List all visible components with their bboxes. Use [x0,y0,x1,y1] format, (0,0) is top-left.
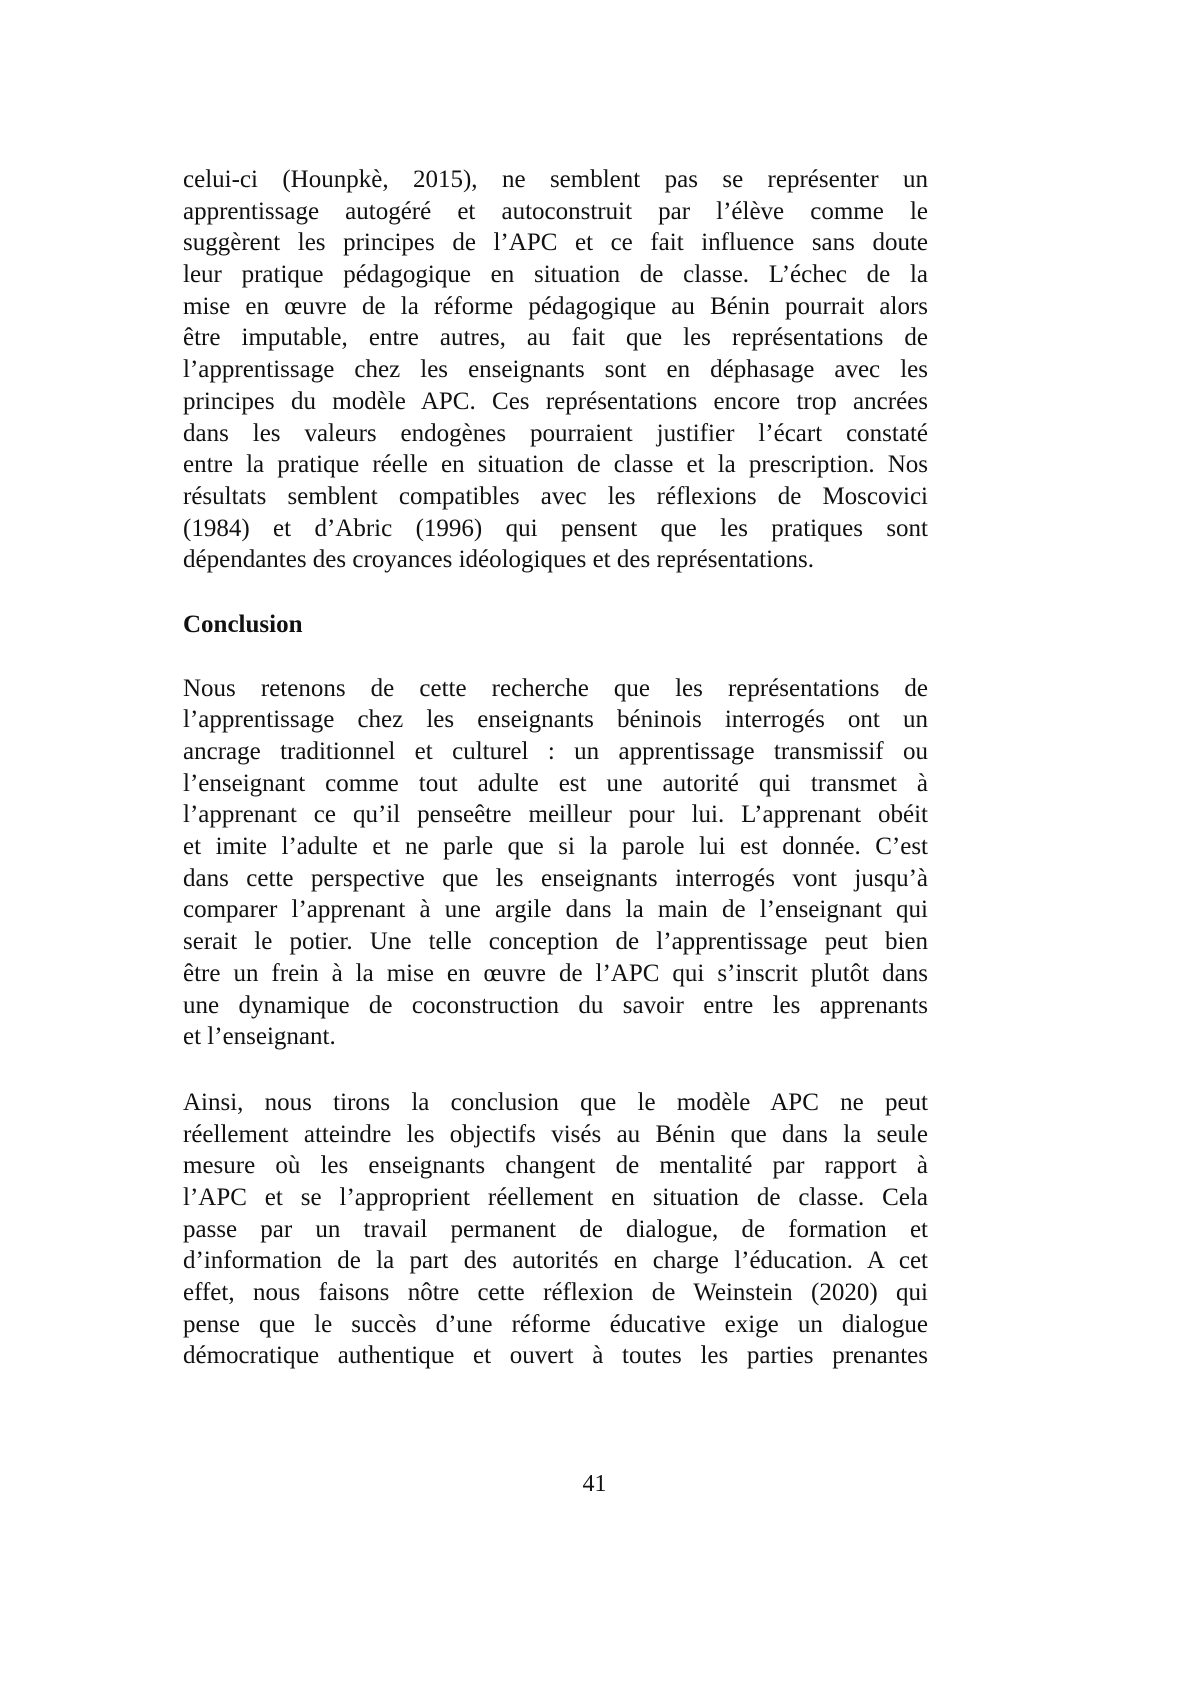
text-line: ancrage traditionnel et culturel : un apprentissage transmissif ou [183,738,928,766]
text-line: Nous retenons de cette recherche que les représentations de [183,674,928,702]
text-line: celui-ci (Hounpkè, 2015), ne semblent pas se représenter un [183,166,928,193]
section-heading-conclusion: Conclusion [183,610,303,638]
text-line: pense que le succès d’une réforme éducative exige un dialogue [183,1310,928,1338]
conclusion-paragraph-2 [183,1087,928,1372]
text-line: (1984) et d’Abric (1996) qui pensent que les pratiques sont [183,514,928,542]
page-number: 41 [582,1471,607,1497]
text-line: être imputable, entre autres, au fait que les représentations de [183,324,928,352]
text-line: démocratique authentique et ouvert à toutes les parties prenantes [183,1342,928,1370]
conclusion-paragraph-1 [183,673,928,1053]
text-line: une dynamique de coconstruction du savoir entre les apprenants [183,991,928,1019]
spacer [183,1053,928,1087]
text-line: l’apprentissage chez les enseignants béninois interrogés ont un [183,706,928,734]
text-line: passe par un travail permanent de dialogue, de formation et [183,1215,928,1243]
text-line: dépendantes des croyances idéologiques et des représentations. [183,546,815,574]
text-line: résultats semblent compatibles avec les réflexions de Moscovici [183,482,928,510]
text-line: leur pratique pédagogique en situation de classe. L’échec de la [183,261,928,289]
text-column [183,164,928,1372]
text-line: réellement atteindre les objectifs visés au Bénin que dans la seule [183,1120,928,1148]
text-line: l’apprenant ce qu’il penseêtre meilleur pour lui. L’apprenant obéit [183,801,928,829]
text-line: suggèrent les principes de l’APC et ce fait influence sans doute [183,229,928,257]
text-line: et imite l’adulte et ne parle que si la parole lui est donnée. C’est [183,833,928,861]
text-line: l’APC et se l’approprient réellement en situation de classe. Cela [183,1183,928,1211]
text-line: mise en œuvre de la réforme pédagogique au Bénin pourrait alors [183,292,928,320]
text-line: dans cette perspective que les enseignants interrogés vont jusqu’à [183,864,928,892]
text-line: apprentissage autogéré et autoconstruit par l’élève comme le [183,197,928,225]
text-line: et l’enseignant. [183,1023,336,1051]
text-line: l’apprentissage chez les enseignants sont en déphasage avec les [183,356,928,384]
text-line: comparer l’apprenant à une argile dans la main de l’enseignant qui [183,896,928,924]
text-line: l’enseignant comme tout adulte est une autorité qui transmet à [183,769,928,797]
text-line: dans les valeurs endogènes pourraient justifier l’écart constaté [183,419,928,447]
text-line: effet, nous faisons nôtre cette réflexion de Weinstein (2020) qui [183,1279,928,1307]
spacer [183,576,928,609]
text-line: entre la pratique réelle en situation de classe et la prescription. Nos [183,451,928,479]
discussion-paragraph [183,164,928,576]
spacer [183,641,928,673]
text-line: mesure où les enseignants changent de mentalité par rapport à [183,1152,928,1180]
text-line: serait le potier. Une telle conception de l’apprentissage peut bien [183,928,928,956]
text-line: Ainsi, nous tirons la conclusion que le modèle APC ne peut [183,1088,928,1116]
text-line: d’information de la part des autorités en charge l’éducation. A cet [183,1247,928,1275]
text-line: être un frein à la mise en œuvre de l’APC qui s’inscrit plutôt dans [183,959,928,987]
text-line: principes du modèle APC. Ces représentations encore trop ancrées [183,387,928,415]
